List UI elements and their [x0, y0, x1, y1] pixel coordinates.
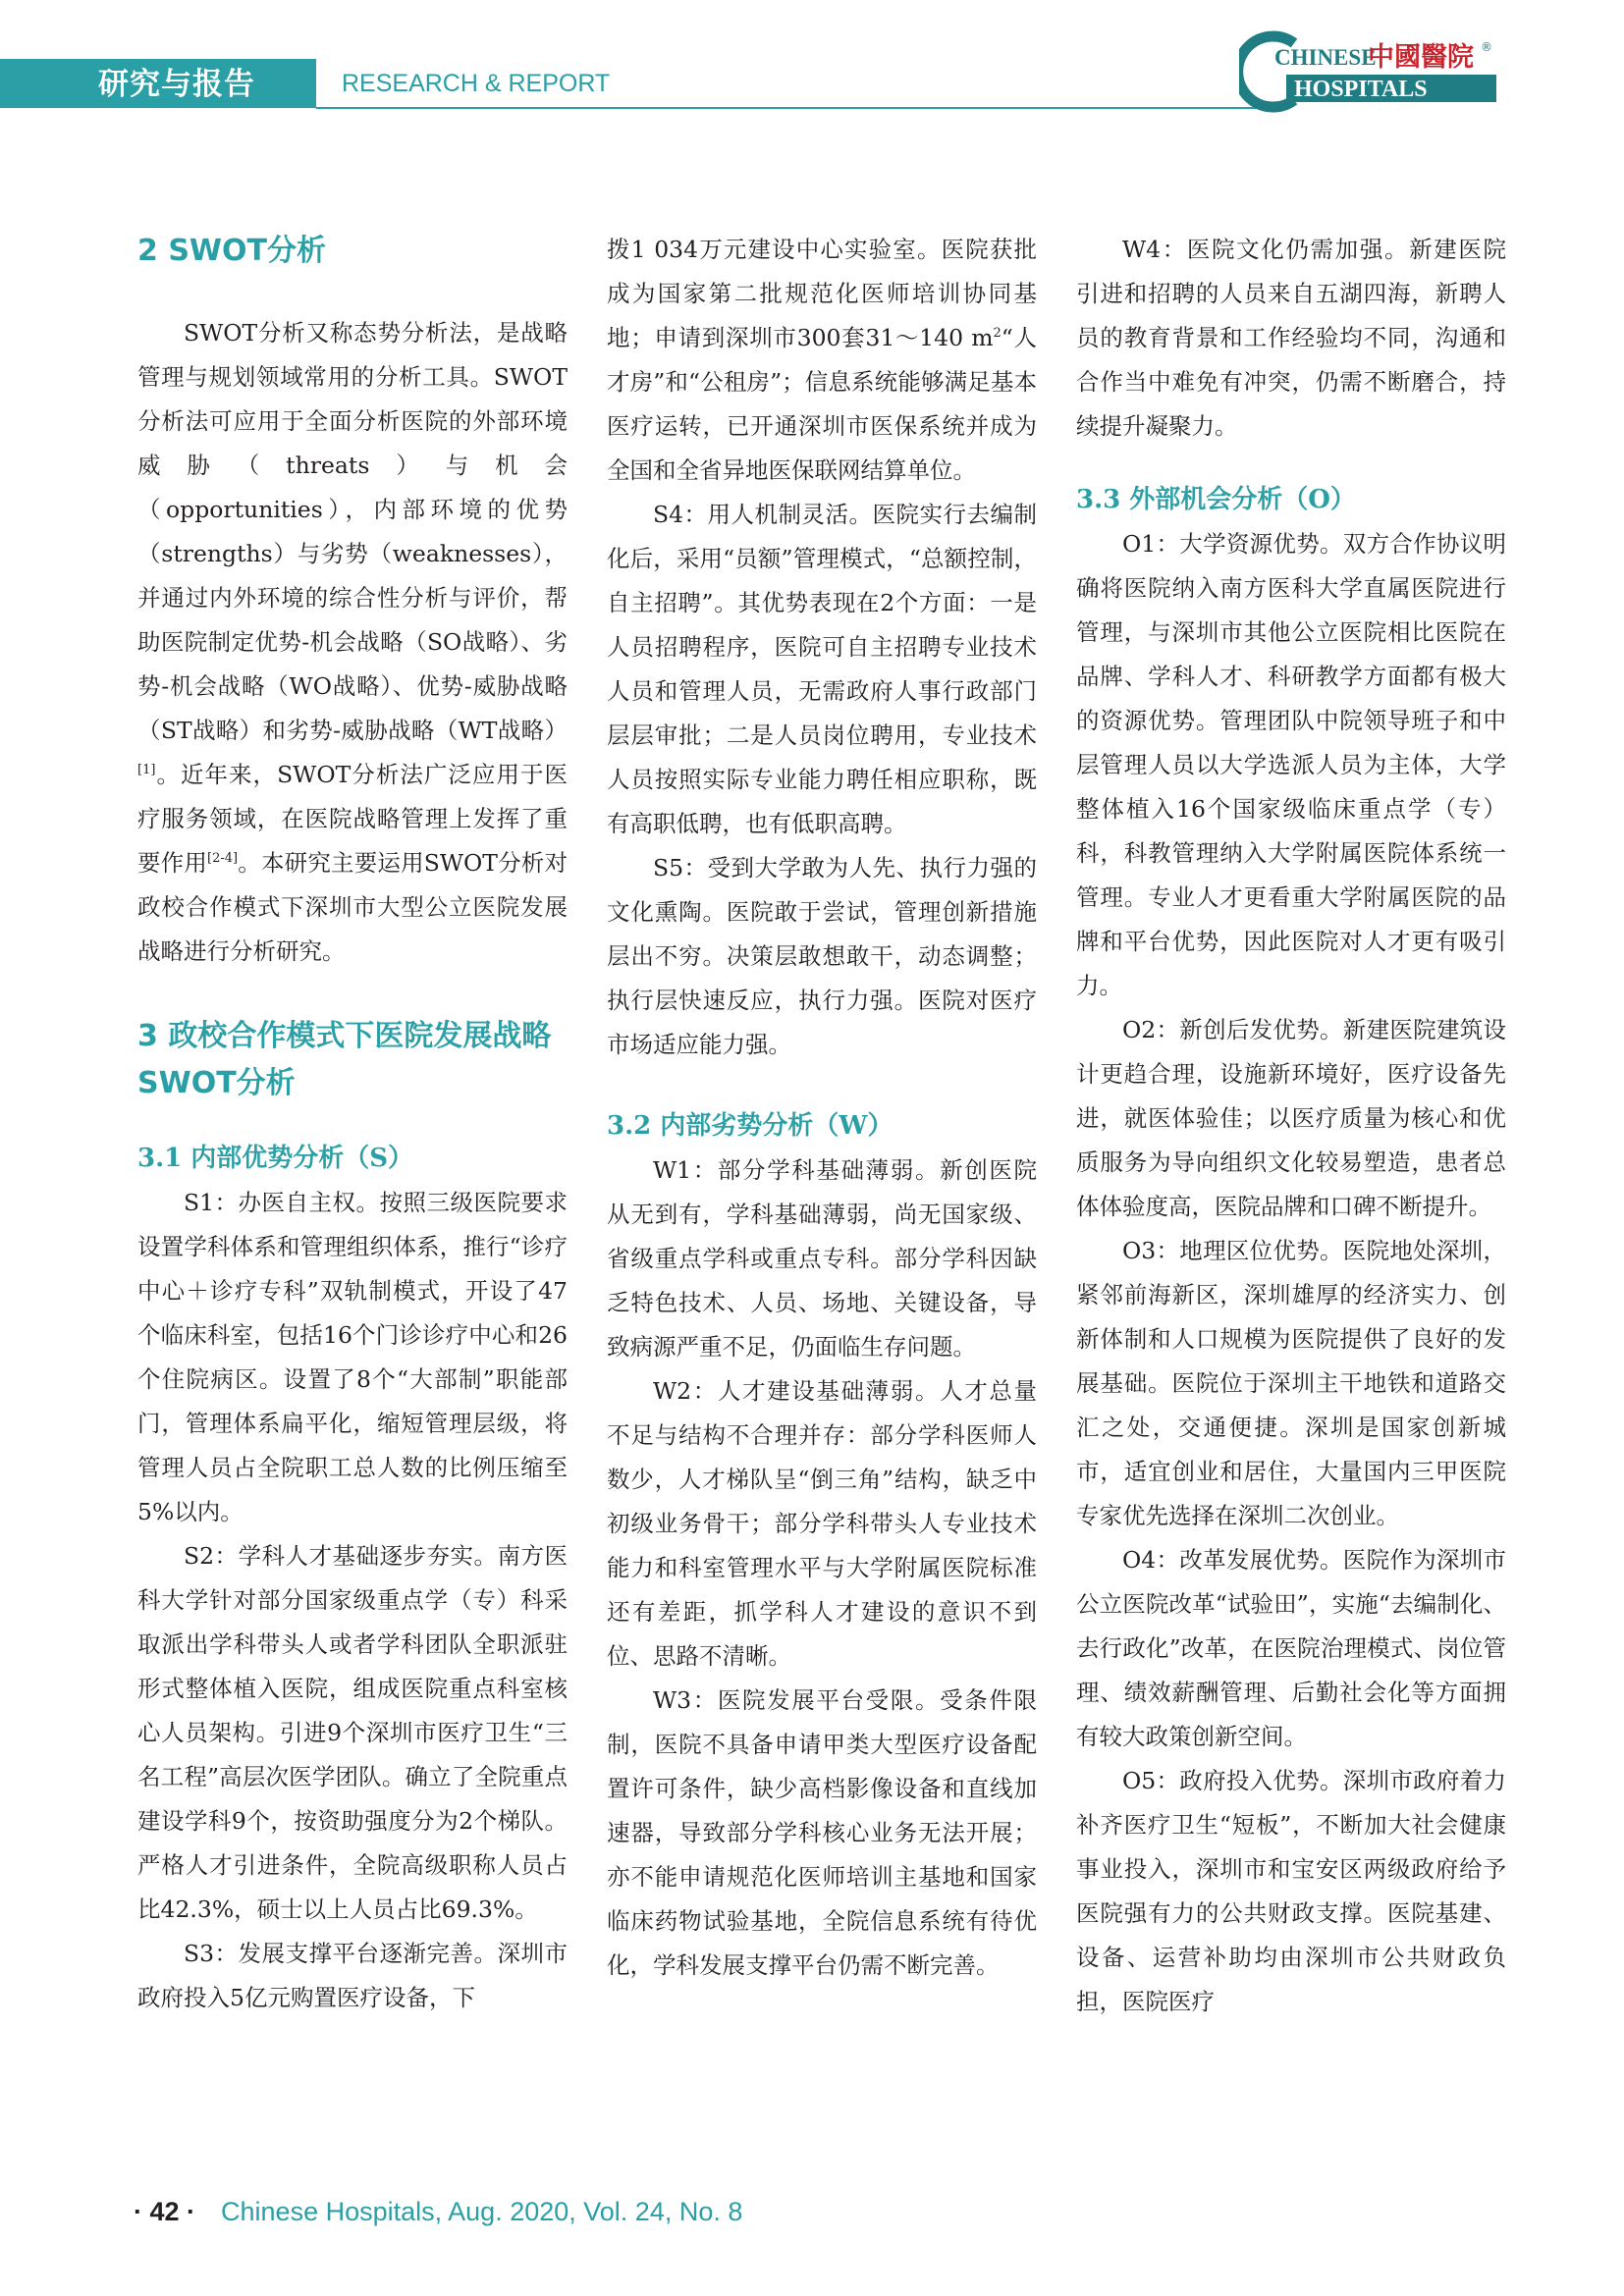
paragraph-w4: W4：医院文化仍需加强。新建医院引进和招聘的人员来自五湖四海，新聘人员的教育背景和工作经验均不同，沟通和合作当中难免有冲突，仍需不断磨合，持续提升凝聚力。 — [1076, 236, 1506, 440]
paragraph-w1: W1：部分学科基础薄弱。新创医院从无到有，学科基础薄弱，尚无国家级、省级重点学科或重点专科。部分学科因缺乏特色技术、人员、场地、关键设备，导致病源严重不足，仍面临生存问题。 — [607, 1156, 1037, 1361]
paragraph-w2: W2：人才建设基础薄弱。人才总量不足与结构不合理并存：部分学科医师人数少，人才梯队呈“倒三角”结构，缺乏中初级业务骨干；部分学科带头人专业技术能力和科室管理水平与大学附属医院标准还有差距，抓学科人才建设的意识不到位、思路不清晰。 — [607, 1377, 1037, 1670]
logo-text-top: CHINESE — [1274, 45, 1377, 70]
logo-text-bottom: HOSPITALS — [1294, 77, 1428, 102]
superscript: 2 — [993, 326, 1001, 342]
paragraph-o1: O1：大学资源优势。双方合作协议明确将医院纳入南方医科大学直属医院进行管理，与深圳市其他公立医院相比医院在品牌、学科人才、科研教学方面都有极大的资源优势。管理团队中院领导班子和中层管理人员以大学选派人员为主体，大学整体植入16个国家级临床重点学（专）科，科教管理纳入大学附属医院体系统一管理。专业人才更看重大学附属医院的品牌和平台优势，因此医院对人才更有吸引力。 — [1076, 530, 1506, 999]
paragraph-s4: S4：用人机制灵活。医院实行去编制化后，采用“员额”管理模式，“总额控制，自主招聘”。其优势表现在2个方面：一是人员招聘程序，医院可自主招聘专业技术人员和管理人员，无需政府人事行政部门层层审批；二是人员岗位聘用，专业技术人员按照实际专业能力聘任相应职称，既有高职低聘，也有低职高聘。 — [607, 501, 1037, 837]
header-rule — [316, 107, 1278, 109]
heading-3-2: 3.2 内部劣势分析（W） — [607, 1111, 893, 1141]
column-3 — [1076, 228, 1506, 2024]
column-2 — [607, 228, 1037, 1988]
heading-3-1: 3.1 内部优势分析（S） — [137, 1144, 414, 1173]
paragraph-s5: S5：受到大学敢为人先、执行力强的文化熏陶。医院敢于尝试，管理创新措施层出不穷。决策层敢想敢干，动态调整；执行层快速反应，执行力强。医院对医疗市场适应能力强。 — [607, 854, 1037, 1058]
paragraph-s3-continued — [607, 228, 1037, 493]
paragraph-swot-intro — [137, 311, 568, 974]
paragraph-o2: O2：新创后发优势。新建医院建筑设计更趋合理，设施新环境好，医疗设备先进，就医体验佳；以医疗质量为核心和优质服务为导向组织文化较易塑造，患者总体体验度高，医院品牌和口碑不断提升。 — [1076, 1016, 1506, 1220]
heading-swot: 2 SWOT分析 — [137, 234, 326, 268]
heading-3-3: 3.3 外部机会分析（O） — [1076, 485, 1356, 514]
intro-text-b: 。近年来，SWOT分析法广泛应用于医疗服务领域，在医院战略管理上发挥了重要作用 — [137, 761, 568, 877]
heading-section-3: 3 政校合作模式下医院发展战略SWOT分析 — [137, 1019, 552, 1100]
paragraph-o5: O5：政府投入优势。深圳市政府着力补齐医疗卫生“短板”，不断加大社会健康事业投入，深圳市和宝安区两级政府给予医院强有力的公共财政支撑。医院基建、设备、运营补助均由深圳市公共财政负担，医院医疗 — [1076, 1767, 1506, 2015]
s3-text-a: 拨1 034万元建设中心实验室。医院获批成为国家第二批规范化医师培训协同基地；申请到深圳市300套31～140 m — [607, 236, 1037, 351]
paragraph-s2: S2：学科人才基础逐步夯实。南方医科大学针对部分国家级重点学（专）科采取派出学科带头人或者学科团队全职派驻形式整体植入医院，组成医院重点科室核心人员架构。引进9个深圳市医疗卫生“三名工程”高层次医学团队。确立了全院重点建设学科9个，按资助强度分为2个梯队。严格人才引进条件，全院高级职称人员占比42.3%，硕士以上人员占比69.3%。 — [137, 1542, 568, 1923]
logo-text-cn: 中國醫院 — [1368, 42, 1474, 73]
intro-text-a: SWOT分析又称态势分析法，是战略管理与规划领域常用的分析工具。SWOT分析法可应用于全面分析医院的外部环境威胁（threats）与机会（opportunities），内部环境的优势（strengths）与劣势（weaknesses），并通过内外环境的综合性分析与评价，帮助医院制定优势-机会战略（SO战略）、劣势-机会战略（WO战略）、优势-威胁战略（ST战略）和劣势-威胁战略（WT战略） — [137, 319, 568, 744]
column-1 — [137, 228, 568, 2020]
paragraph-o3: O3：地理区位优势。医院地处深圳，紧邻前海新区，深圳雄厚的经济实力、创新体制和人口规模为医院提供了良好的发展基础。医院位于深圳主干地铁和道路交汇之处，交通便捷。深圳是国家创新城市，适宜创业和居住，大量国内三甲医院专家优先选择在深圳二次创业。 — [1076, 1237, 1506, 1529]
paragraph-w3: W3：医院发展平台受限。受条件限制，医院不具备申请甲类大型医疗设备配置许可条件，缺少高档影像设备和直线加速器，导致部分学科核心业务无法开展；亦不能申请规范化医师培训主基地和国家临床药物试验基地，全院信息系统有待优化，学科发展支撑平台仍需不断完善。 — [607, 1686, 1037, 1979]
paragraph-o4: O4：改革发展优势。医院作为深圳市公立医院改革“试验田”，实施“去编制化、去行政化”改革，在医院治理模式、岗位管理、绩效薪酬管理、后勤社会化等方面拥有较大政策创新空间。 — [1076, 1546, 1506, 1750]
citation-ref: [2-4] — [207, 851, 239, 867]
section-title-cn: 研究与报告 — [98, 67, 255, 102]
chinese-hospitals-logo — [1239, 29, 1512, 113]
journal-citation: Chinese Hospitals, Aug. 2020, Vol. 24, No. 8 — [221, 2197, 743, 2226]
paragraph-s3: S3：发展支撑平台逐渐完善。深圳市政府投入5亿元购置医疗设备，下 — [137, 1940, 568, 2011]
page-footer — [134, 2192, 742, 2231]
intro-text-c: 。本研究主要运用SWOT分析对政校合作模式下深圳市大型公立医院发展战略进行分析研究。 — [137, 849, 568, 965]
citation-ref: [1] — [137, 763, 156, 778]
section-title-en: RESEARCH & REPORT — [342, 70, 611, 97]
logo-mark: ® — [1481, 40, 1492, 54]
s3-text-b: “人才房”和“公租房”；信息系统能够满足基本医疗运转，已开通深圳市医保系统并成为全国和全省异地医保联网结算单位。 — [607, 324, 1037, 484]
page-number: · 42 · — [134, 2197, 196, 2226]
paragraph-s1: S1：办医自主权。按照三级医院要求设置学科体系和管理组织体系，推行“诊疗中心＋诊疗专科”双轨制模式，开设了47个临床科室，包括16个门诊诊疗中心和26个住院病区。设置了8个“大部制”职能部门，管理体系扁平化，缩短管理层级，将管理人员占全院职工总人数的比例压缩至5%以内。 — [137, 1189, 568, 1525]
